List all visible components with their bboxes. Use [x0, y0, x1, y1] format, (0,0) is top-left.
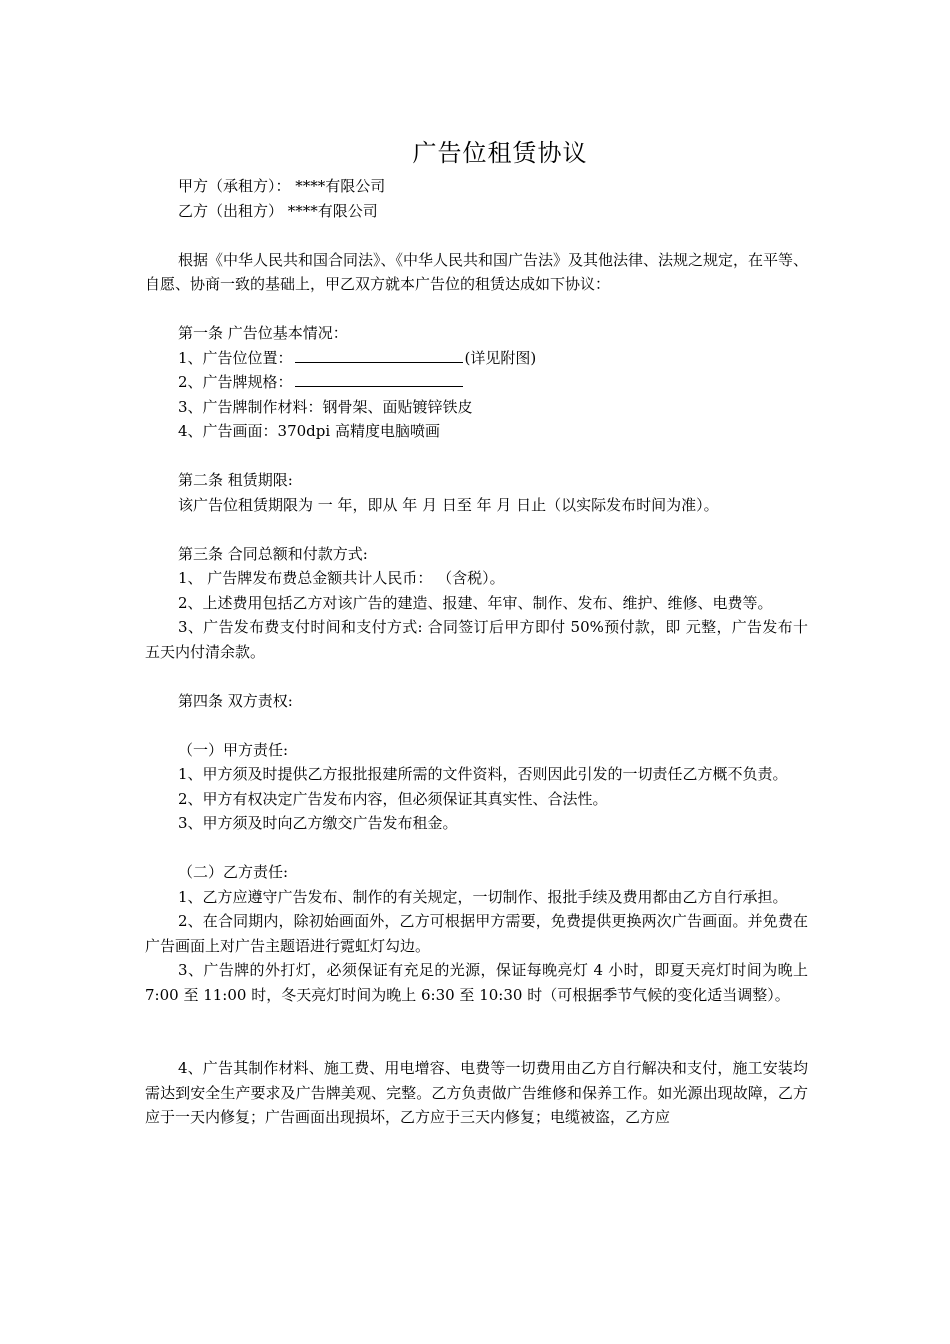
article-3-item-2: 2、上述费用包括乙方对该广告的建造、报建、年审、制作、发布、维护、维修、电费等。	[178, 593, 773, 612]
party-a-duty-1: 1、甲方须及时提供乙方报批报建所需的文件资料，否则因此引发的一切责任乙方概不负责。	[178, 765, 788, 783]
item-suffix: (详见附图)	[464, 348, 537, 367]
item-label: 1、广告位位置：	[178, 348, 293, 367]
article-1-item-3: 3、广告牌制作材料：钢骨架、面贴镀锌铁皮	[178, 397, 473, 416]
party-b-duty-4: 4、广告其制作材料、施工费、用电增容、电费等一切费用由乙方自行解决和支付，施工安装均需达到安全生产要求及广告牌美观、完整。乙方负责做广告维修和保养工作。如光源出现故障，乙方应于一天内修复；广告画面出现损坏，乙方应于三天内修复；电缆被盗，乙方应	[145, 1059, 808, 1126]
article-3-heading: 第三条 合同总额和付款方式:	[178, 544, 368, 563]
party-b: 乙方（出租方） ****有限公司	[178, 201, 378, 220]
party-a-duty-2: 2、甲方有权决定广告发布内容，但必须保证其真实性、合法性。	[178, 789, 608, 808]
party-b-duty-3: 3、广告牌的外打灯，必须保证有充足的光源，保证每晚亮灯 4 小时，即夏天亮灯时间为晚上 7:00 至 11:00 时，冬天亮灯时间为晚上 6:30 至 10:30 时（可根据季节气候的变化适当调整）。	[145, 961, 808, 1004]
article-1-item-2	[145, 370, 808, 395]
article-3-item-1: 1、 广告牌发布费总金额共计人民币： （含税）。	[178, 569, 505, 587]
party-b-duty-1: 1、乙方应遵守广告发布、制作的有关规定，一切制作、报批手续及费用都由乙方自行承担。	[178, 887, 788, 906]
article-1-item-1	[145, 346, 808, 371]
party-a-duty-3: 3、甲方须及时向乙方缴交广告发布租金。	[178, 814, 458, 832]
blank-line	[295, 371, 463, 387]
party-b-duties-heading: （二）乙方责任:	[178, 863, 289, 881]
party-b-duty-2: 2、在合同期内，除初始画面外，乙方可根据甲方需要，免费提供更换两次广告画面。并免费在广告画面上对广告主题语进行霓虹灯勾边。	[145, 912, 808, 955]
article-4-heading: 第四条 双方责权:	[178, 691, 293, 710]
article-2-text: 该广告位租赁期限为 一 年，即从 年 月 日至 年 月 日止（以实际发布时间为准）。	[178, 495, 719, 514]
document-title: 广告位租赁协议	[412, 139, 588, 167]
article-1-item-4: 4、广告画面：370dpi 高精度电脑喷画	[178, 422, 440, 440]
blank-line	[295, 347, 463, 363]
article-1-heading: 第一条 广告位基本情况：	[178, 324, 348, 342]
article-3-item-3: 3、广告发布费支付时间和支付方式: 合同签订后甲方即付 50%预付款，即 元整，广告发布十五天内付清余款。	[145, 618, 808, 661]
item-label: 2、广告牌规格：	[178, 373, 293, 391]
party-a-duties-heading: （一）甲方责任:	[178, 740, 289, 759]
article-2-heading: 第二条 租赁期限:	[178, 471, 293, 489]
document-body	[145, 174, 808, 1130]
intro-paragraph: 根据《中华人民共和国合同法》、《中华人民共和国广告法》及其他法律、法规之规定，在平等、自愿、协商一致的基础上，甲乙双方就本广告位的租赁达成如下协议：	[145, 250, 809, 293]
party-a: 甲方（承租方）： ****有限公司	[178, 177, 386, 195]
